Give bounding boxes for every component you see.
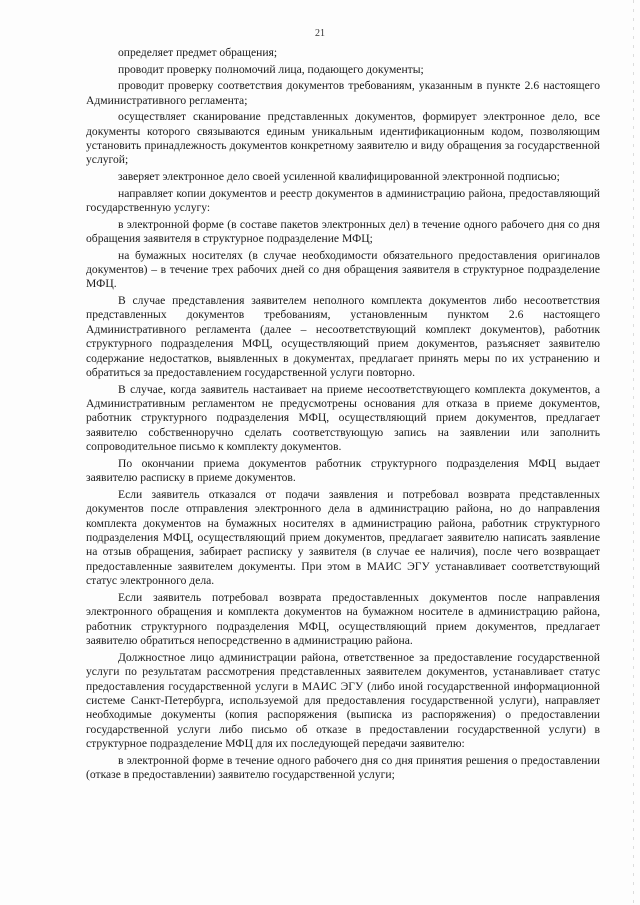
paragraph: заверяет электронное дело своей усиленной квалифицированной электронной подписью; <box>118 170 560 183</box>
paragraph: направляет копии документов и реестр документов в администрацию района, предоставляющий государственную услугу: <box>86 186 600 214</box>
paragraph: определяет предмет обращения; <box>118 46 278 59</box>
paragraph: в электронной форме в течение одного рабочего дня со дня принятия решения о предоставлении (отказе в предоставлении) заявителю государственной услуги; <box>86 753 600 782</box>
document-body <box>86 46 600 783</box>
paragraph: В случае, когда заявитель настаивает на приеме несоответствующего комплекта документов, а Административным регламентом не предусмотрены основания для отказа в приеме документов, работник структурного подразделения МФЦ, осуществляющий прием документов, предлагает заявителю собственноручно сделать соответствующую запись на заявлении или заполнить сопроводительное письмо к комплекту документов. <box>86 382 600 454</box>
paragraph: проводит проверку полномочий лица, подающего документы; <box>118 62 424 76</box>
scan-edge-line <box>633 0 634 905</box>
paragraph: В случае представления заявителем неполного комплекта документов либо несоответствия представленных документов требованиям, установленным пунктом 2.6 настоящего Административного регламента (далее – несоответствующий комплект документов), работник структурного подразделения МФЦ, осуществляющий прием документов, разъясняет заявителю содержание недостатков, выявленных в документах, предлагает принять меры по их устранению и обратиться за предоставлением государственной услуги повторно. <box>86 294 600 380</box>
paragraph: По окончании приема документов работник структурного подразделения МФЦ выдает заявителю расписку в приеме документов. <box>86 456 600 485</box>
paragraph: осуществляет сканирование представленных документов, формирует электронное дело, все документы которого связываются единым уникальным идентификационным кодом, позволяющим установить принадлежность документов конкретному заявителю и виду обращения за государственной услугой; <box>86 110 600 167</box>
paragraph: Если заявитель потребовал возврата предоставленных документов после направления электронного обращения и комплекта документов на бумажном носителе в администрацию района, работник структурного подразделения МФЦ, осуществляющий прием документов, предлагает заявителю обратиться непосредственно в администрацию района. <box>86 590 600 648</box>
paragraph: Должностное лицо администрации района, ответственное за предоставление государственной услуги по результатам рассмотрения представленных заявителем документов, устанавливает статус предоставления государственной услуги в МАИС ЭГУ (либо иной государственной информационной системе Санкт-Петербурга, используемой для предоставления государственной услуги), направляет необходимые документы (копия распоряжения (выписка из распоряжения) о предоставлении государственной услуги либо письмо об отказе в предоставлении государственной услуги) в структурное подразделение МФЦ для их последующей передачи заявителю: <box>86 650 600 751</box>
page-number: 21 <box>315 28 325 39</box>
paragraph: Если заявитель отказался от подачи заявления и потребовал возврата представленных документов после отправления электронного дела в администрацию района, но до направления комплекта документов на бумажных носителях в администрацию района, работник структурного подразделения МФЦ, осуществляющий прием документов, предлагает заявителю написать заявление на отзыв обращения, забирает расписку у заявителя (в случае ее наличия), после чего возвращает предоставленные заявителем документы. При этом в МАИС ЭГУ устанавливает соответствующий статус электронного дела. <box>86 487 600 588</box>
paragraph: проводит проверку соответствия документов требованиям, указанным в пункте 2.6 настоящего Административного регламента; <box>86 79 600 107</box>
paragraph: на бумажных носителях (в случае необходимости обязательного предоставления оригиналов документов) – в течение трех рабочих дней со дня обращения заявителя в структурное подразделение МФЦ. <box>86 248 600 291</box>
paragraph: в электронной форме (в составе пакетов электронных дел) в течение одного рабочего дня со дня обращения заявителя в структурное подразделение МФЦ; <box>86 217 600 245</box>
